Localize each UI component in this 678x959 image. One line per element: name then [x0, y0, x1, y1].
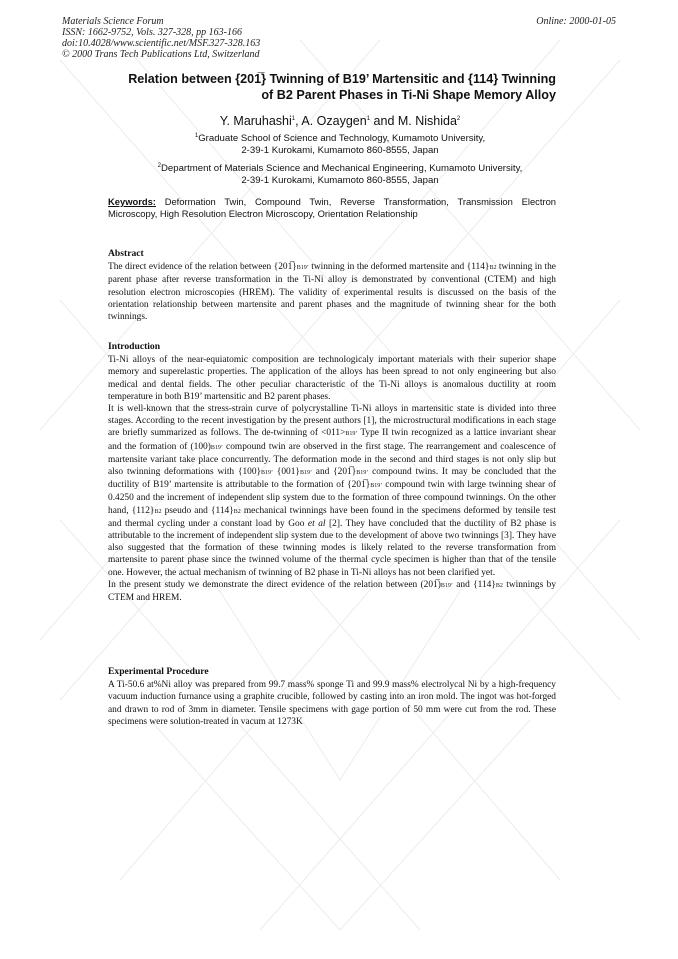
- affiliation-mark: 1: [366, 115, 371, 122]
- experimental-body: [108, 679, 556, 728]
- keywords-text: Deformation Twin, Compound Twin, Reverse Transformation, Transmission Electron Microscopy, High Resolution Electron Microscopy, Orientation Relationship: [108, 196, 556, 219]
- title-line-1: Relation between {201̅} Twinning of B19’ Martensitic and {114} Twinning: [128, 72, 556, 86]
- affiliation-line: Department of Materials Science and Mechanical Engineering, Kumamoto University,: [160, 163, 523, 174]
- text-run: twinnings by CTEM and HREM.: [108, 579, 557, 604]
- affiliation-address: 2-39-1 Kurokami, Kumamoto 860-8555, Japan: [241, 145, 439, 156]
- paragraph: A Ti-50.6 at%Ni alloy was prepared from 99.7 mass% sponge Ti and 99.9 mass% electrolycal Ni by a high-frequency vacuum induction furnance using a graphite crucible, followed by casting into an iron mold. The ingot was hot-forged and drawn to rod of 3mm in diameter. Tensile specimens with gage portion of 50 mm were cut from the rod. These specimens were solution-treated in vacum at 1273K: [108, 680, 556, 727]
- journal-info: [62, 16, 260, 60]
- text-run: pseudo and {114}: [161, 505, 234, 516]
- text-run: compound twin are observed in the first stage. The rearrangement and coalescence of martensite variant take place concurrently. The deformation mode in the second and third stages is not only slip but also twinning deformations with {100}: [108, 441, 557, 478]
- doi-line: doi:10.4028/www.scientific.net/MSF.327-328.163: [62, 38, 261, 49]
- experimental-section: [108, 666, 556, 728]
- issn-line: ISSN: 1662-9752, Vols. 327-328, pp 163-166: [62, 27, 242, 38]
- subscript: B19’: [261, 470, 274, 477]
- introduction-section: [108, 341, 556, 604]
- text-run: twinning in the parent phase after reverse transformation in the Ti-Ni alloy is demonstrated by conventional (CTEM) and high resolution electron microscopies (HREM). The validity of experimental results is discussed on the basis of the orientation relationship between martensite and parent phases and the magnitude of twinning shear for the both twinnings.: [108, 262, 556, 323]
- affiliation-2: [130, 163, 550, 187]
- affiliation-1: [170, 133, 510, 157]
- subscript: B19’: [440, 582, 453, 589]
- paragraph: Ti-Ni alloys of the near-equiatomic composition are technologicaly important materials with their superior shape memory and superelastic properties. The application of the alloys has been spread to not only engineering but also medical and dental fields. The other peculiar characteristic of the Ti-Ni alloys is anomalous ductility at room temperature in both B19’ martensitic and B2 parent phases.: [108, 355, 556, 402]
- text-run: Type II twin recognized as a lattice invariant shear and the formation of (100): [108, 428, 556, 452]
- introduction-body: [108, 354, 556, 604]
- subscript: B19’: [296, 265, 309, 272]
- subscript: B19’: [210, 444, 223, 451]
- affiliation-address: 2-39-1 Kurokami, Kumamoto 860-8555, Japan: [241, 175, 439, 186]
- affiliation-line: Graduate School of Science and Technology, Kumamoto University,: [198, 133, 486, 144]
- affiliation-mark: 1: [194, 132, 199, 139]
- author-name: M. Nishida: [397, 114, 457, 128]
- affiliation-mark: 2: [456, 115, 461, 122]
- paper-title: [100, 71, 556, 103]
- author-separator: ,: [295, 114, 302, 128]
- subscript: B19’: [356, 470, 369, 477]
- subscript: B19’: [345, 431, 358, 438]
- text-run: It is well-known that the stress-strain curve of polycrystalline Ti-Ni alloys in martensitic state is divided into three stages. According to the recent investigation by the present authors [1], the microstructural modifications in each stage are briefly summarized as follows. The de-twinning of <011>: [108, 404, 556, 439]
- introduction-heading: Introduction: [108, 341, 161, 352]
- paragraph: [108, 579, 556, 604]
- text-run: twinning in the deformed martensite and {114}: [308, 262, 490, 273]
- italic-text: et al: [307, 518, 326, 529]
- text-run: {001}: [273, 467, 300, 478]
- subscript: B2: [495, 582, 503, 589]
- abstract-section: [108, 248, 556, 323]
- text-run: In the present study we demonstrate the direct evidence of the relation between (201̅): [108, 579, 441, 590]
- text-run: [2]. They have concluded that the ductility of B2 phase is attributable to the increment of independent slip system due to the development of above two twinnings [3]. They have also suggested that the formation of these twinning modes is likely related to the reverse transformation from martensite to parent phase since the twinned volume of the thermal cycle specimen is higher than that of the tensile one. However, the actual mechanism of twinning of B2 phase in Ti-Ni alloys has not been clarified yet.: [108, 518, 556, 578]
- online-date: Online: 2000-01-05: [536, 16, 616, 27]
- paragraph: [108, 403, 556, 579]
- keywords-label: Keywords:: [108, 196, 156, 207]
- subscript: B2: [154, 508, 162, 515]
- text-run: compound twins. It may be concluded that the ductility of B19’ martensite is attributable to the formation of {201̅}: [108, 467, 556, 491]
- abstract-heading: Abstract: [108, 248, 144, 259]
- affiliation-mark: 2: [157, 162, 161, 169]
- affiliation-mark: 1: [291, 115, 296, 122]
- text-run: and {201̅}: [311, 467, 357, 478]
- subscript: B19’: [299, 470, 312, 477]
- experimental-heading: Experimental Procedure: [108, 666, 209, 677]
- text-run: The direct evidence of the relation between {201̅}: [108, 262, 297, 273]
- author-name: Y. Maruhashi: [219, 114, 292, 128]
- author-name: A. Ozaygen: [301, 114, 367, 128]
- author-separator: and: [370, 114, 398, 128]
- title-line-2: of B2 Parent Phases in Ti-Ni Shape Memory Alloy: [261, 88, 556, 102]
- author-list: [140, 114, 540, 128]
- subscript: B2: [233, 508, 241, 515]
- journal-name: Materials Science Forum: [62, 16, 164, 27]
- text-run: and {114}: [452, 579, 496, 590]
- text-run: mechanical twinnings have been found in the specimens deformed by tensile test and thermal cycling under a constant load by Goo: [108, 505, 557, 529]
- copyright-line: © 2000 Trans Tech Publications Ltd, Switzerland: [62, 49, 260, 60]
- subscript: B2: [489, 265, 497, 272]
- abstract-body: [108, 261, 556, 323]
- text-run: compound twin with large twinning shear of 0.4250 and the increment of independent slip system due to the formation of three compound twinnings. On the other hand, {112}: [108, 480, 557, 516]
- subscript: B19’: [370, 483, 383, 490]
- keywords: [108, 196, 556, 220]
